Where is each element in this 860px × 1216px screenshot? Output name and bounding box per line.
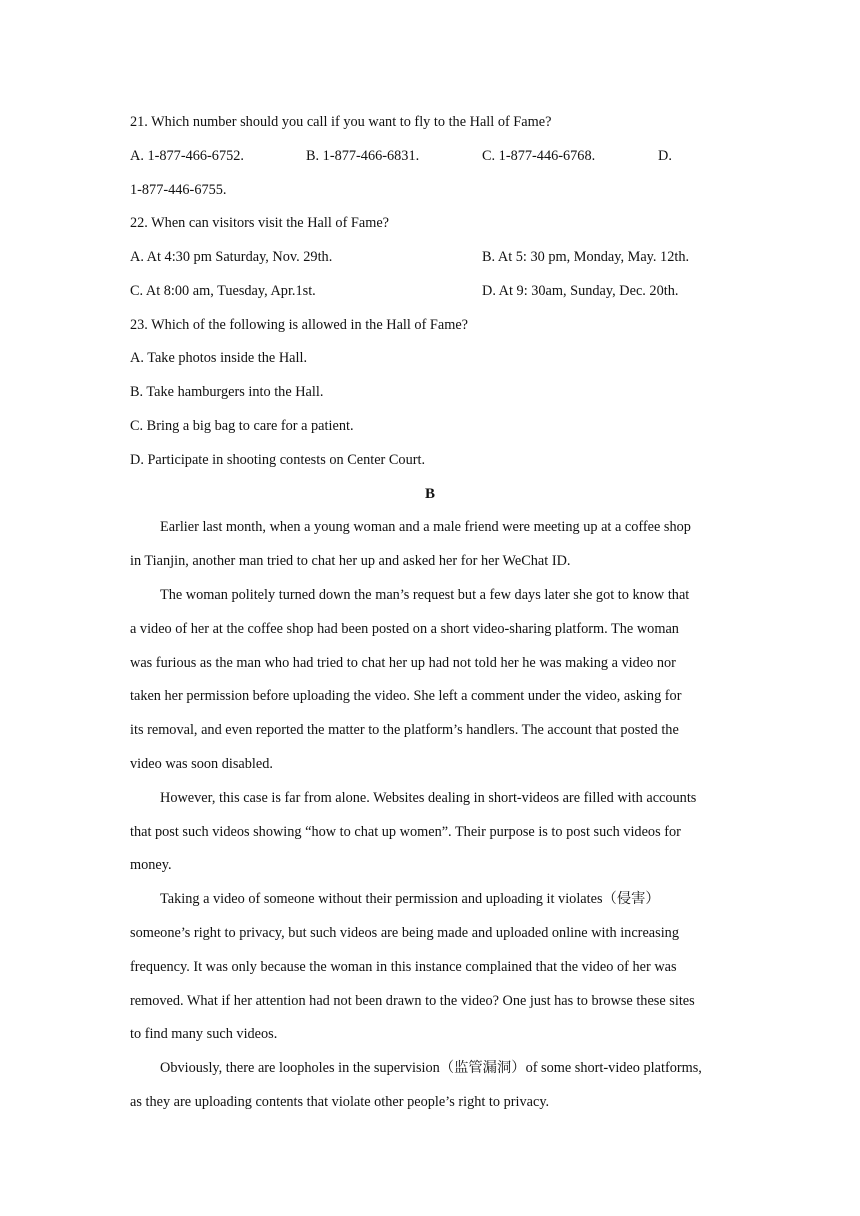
passage-line: as they are uploading contents that violate other people’s right to privacy. <box>130 1094 550 1110</box>
passage-line: The woman politely turned down the man’s request but a few days later she got to know that <box>160 587 690 603</box>
question-21-option-b: B. 1-877-466-6831. <box>306 148 420 164</box>
passage-line: money. <box>130 857 172 873</box>
passage-line: removed. What if her attention had not been drawn to the video? One just has to browse these sites <box>130 993 695 1009</box>
question-23-option-b: B. Take hamburgers into the Hall. <box>130 384 324 400</box>
passage-line: to find many such videos. <box>130 1026 278 1042</box>
question-21-option-d-continued: 1-877-446-6755. <box>130 182 227 198</box>
question-23-option-a: A. Take photos inside the Hall. <box>130 350 308 366</box>
question-22-option-c: C. At 8:00 am, Tuesday, Apr.1st. <box>130 283 316 299</box>
passage-line: However, this case is far from alone. Websites dealing in short-videos are filled with accounts <box>160 790 697 806</box>
question-23-stem: 23. Which of the following is allowed in the Hall of Fame? <box>130 317 469 333</box>
question-21-option-d: D. <box>658 148 672 164</box>
passage-line: frequency. It was only because the woman in this instance complained that the video of her was <box>130 959 677 975</box>
question-22-option-a: A. At 4:30 pm Saturday, Nov. 29th. <box>130 249 333 265</box>
question-21-stem: 21. Which number should you call if you want to fly to the Hall of Fame? <box>130 114 552 130</box>
passage-line: video was soon disabled. <box>130 756 273 772</box>
passage-line: Taking a video of someone without their permission and uploading it violates（侵害） <box>160 891 660 907</box>
question-23-option-c: C. Bring a big bag to care for a patient. <box>130 418 354 434</box>
passage-line: someone’s right to privacy, but such videos are being made and uploaded online with increasing <box>130 925 679 941</box>
section-heading: B <box>424 486 435 502</box>
question-22-option-b: B. At 5: 30 pm, Monday, May. 12th. <box>482 249 690 265</box>
passage-line: Earlier last month, when a young woman and a male friend were meeting up at a coffee shop <box>160 519 691 535</box>
question-22-stem: 22. When can visitors visit the Hall of Fame? <box>130 215 390 231</box>
passage-line: that post such videos showing “how to chat up women”. Their purpose is to post such videos for <box>130 824 681 840</box>
passage-line: a video of her at the coffee shop had been posted on a short video-sharing platform. The woman <box>130 621 679 637</box>
question-21-option-c: C. 1-877-446-6768. <box>482 148 596 164</box>
passage-line: Obviously, there are loopholes in the supervision（监管漏洞）of some short-video platforms, <box>160 1060 702 1076</box>
passage-line: in Tianjin, another man tried to chat her up and asked her for her WeChat ID. <box>130 553 571 569</box>
passage-line: was furious as the man who had tried to chat her up had not told her he was making a video nor <box>130 655 676 671</box>
question-23-option-d: D. Participate in shooting contests on Center Court. <box>130 452 426 468</box>
question-21-option-a: A. 1-877-466-6752. <box>130 148 244 164</box>
passage-line: its removal, and even reported the matter to the platform’s handlers. The account that posted the <box>130 722 679 738</box>
passage-line: taken her permission before uploading the video. She left a comment under the video, asking for <box>130 688 682 704</box>
question-22-option-d: D. At 9: 30am, Sunday, Dec. 20th. <box>482 283 679 299</box>
